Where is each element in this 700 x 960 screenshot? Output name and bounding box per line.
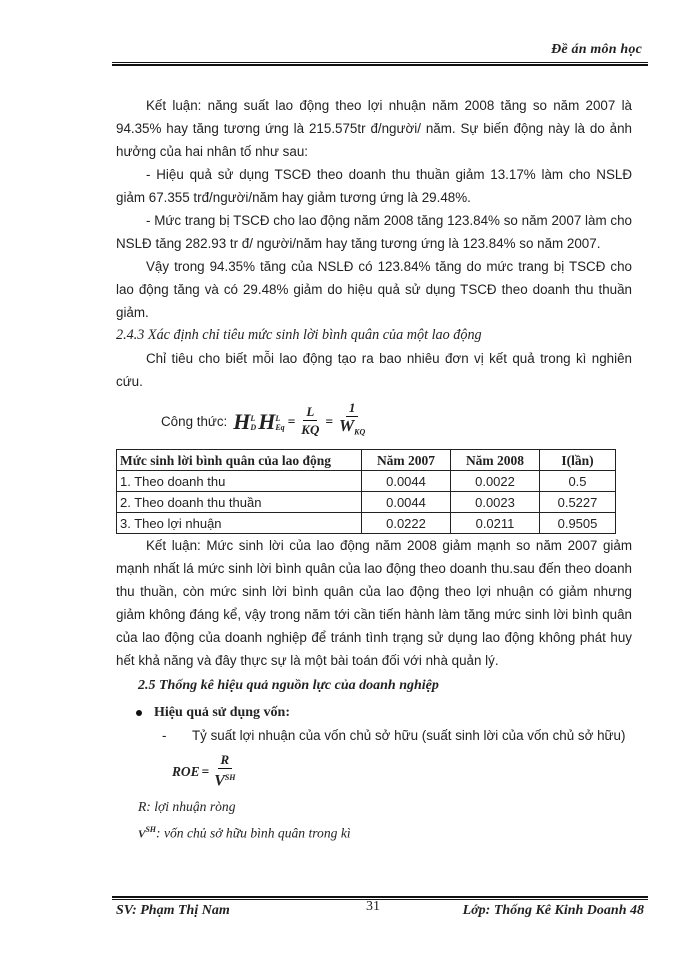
footer-class: Lớp: Thống Kê Kinh Doanh 48 <box>462 903 644 918</box>
paragraph-conclusion-productivity: Kết luận: năng suất lao động theo lợi nhuận năm 2008 tăng so năm 2007 là 94.35% hay tăng tương ứng là 215.575tr đ/người/ năm. Sự biến động này là do ảnh hưởng của hai nhân tố như sau: <box>116 98 632 159</box>
page-number: 31 <box>366 899 380 914</box>
table-cell: 0.0211 <box>451 513 540 534</box>
formula-equals-1: = <box>287 413 296 429</box>
formula-h-d: H L D <box>233 408 257 434</box>
paragraph-fixed-asset-efficiency: - Hiệu quả sử dụng TSCĐ theo doanh thu thuần giảm 13.17% làm cho NSLĐ giảm 67.355 trđ/người/năm hay giảm tương ứng là 29.48%. <box>116 167 632 205</box>
header-title: Đề án môn học <box>551 42 642 57</box>
formula-fraction-1-w: $\frac{1}{W_{KQ}}$ <box>339 400 366 437</box>
bullet-icon <box>136 710 142 716</box>
header-rule-thin <box>112 62 648 63</box>
table-header-cell: Năm 2008 <box>451 450 540 471</box>
table-cell: 0.0044 <box>362 471 451 492</box>
profitability-table <box>116 449 616 534</box>
formula-h-eq: H L Eq <box>258 408 285 434</box>
table-cell: 2. Theo doanh thu thuần <box>117 492 362 513</box>
table-row <box>117 513 616 534</box>
table-cell: 3. Theo lợi nhuận <box>117 513 362 534</box>
bullet-label: Hiệu quả sử dụng vốn: <box>154 705 291 720</box>
section-heading-2-5: 2.5 Thống kê hiệu quả nguồn lực của doanh nghiệp <box>138 678 439 693</box>
footer-student: SV: Phạm Thị Nam <box>116 903 230 918</box>
formula-label: Công thức: <box>161 413 228 429</box>
dash-icon: - <box>162 728 167 743</box>
dash-label: Tỷ suất lợi nhuận của vốn chủ sở hữu (suất sinh lời của vốn chủ sở hữu) <box>192 728 626 743</box>
table-header-cell: I(lần) <box>540 450 616 471</box>
bullet-capital-efficiency <box>136 701 632 724</box>
table-cell: 0.5227 <box>540 492 616 513</box>
table-cell: 0.0022 <box>451 471 540 492</box>
roe-lhs: ROE <box>172 763 200 779</box>
note-v-definition: $V^{SH}$: vốn chủ sở hữu bình quân trong kì <box>138 825 351 841</box>
table-cell: 1. Theo doanh thu <box>117 471 362 492</box>
table-header-cell: Mức sinh lời bình quân của lao động <box>117 450 362 471</box>
table-cell: 0.0023 <box>451 492 540 513</box>
footer-rule-thin <box>112 899 648 900</box>
table-cell: 0.0044 <box>362 492 451 513</box>
dash-item-roe <box>162 724 632 747</box>
table-cell: 0.9505 <box>540 513 616 534</box>
roe-equals: = <box>201 763 210 779</box>
note-r-definition: R: lợi nhuận ròng <box>138 799 236 814</box>
roe-fraction: $\frac{R}{V^{SH}}$ <box>214 751 236 790</box>
table-cell: 0.0222 <box>362 513 451 534</box>
table-cell: 0.5 <box>540 471 616 492</box>
table-row <box>117 471 616 492</box>
page-body <box>116 94 632 847</box>
paragraph-fixed-asset-equipment: - Mức trang bị TSCĐ cho lao động năm 2008 tăng 123.84% so năm 2007 làm cho NSLĐ tăng 282.93 tr đ/ người/năm hay tăng tương ứng là 123.84% so năm 2007. <box>116 213 632 251</box>
paragraph-conclusion-profitability: Kết luận: Mức sinh lời của lao động năm 2008 giảm mạnh so năm 2007 giảm mạnh nhất lá mức sinh lời bình quân của lao động theo doanh thu.sau đến theo doanh thu thuần, còn mức sinh lời bình quân của lao động theo lợi nhuận có giảm nhưng giảm không đáng kể, vậy trong năm tới cần tiến hành làm tăng mức sinh lời bình quân của lao động của doanh nghiệp để tránh tình trạng sử dụng lao động không phát huy hết khả năng và đây thực sự là một bài toán đối với nhà quản lý. <box>116 538 632 668</box>
header-rule-thick <box>112 64 648 66</box>
footer-rule-thick <box>112 896 648 898</box>
formula-roe <box>172 753 632 789</box>
formula-profitability <box>161 399 632 443</box>
table-row <box>117 492 616 513</box>
table-header-row <box>117 450 616 471</box>
table-header-cell: Năm 2007 <box>362 450 451 471</box>
formula-fraction-l-kq: $\frac{L}{KQ}$ <box>301 403 320 437</box>
formula-equals-2: = <box>325 413 333 429</box>
paragraph-summary: Vậy trong 94.35% tăng của NSLĐ có 123.84% tăng do mức trang bị TSCĐ cho lao động tăng và có 29.48% giảm do hiệu quả sử dụng TSCĐ theo doanh thu thuần giảm. <box>116 259 632 320</box>
section-heading-2-4-3: 2.4.3 Xác định chỉ tiêu mức sinh lời bình quân của một lao động <box>116 327 482 343</box>
paragraph-indicator-description: Chỉ tiêu cho biết mỗi lao động tạo ra bao nhiêu đơn vị kết quả trong kì nghiên cứu. <box>116 351 632 389</box>
